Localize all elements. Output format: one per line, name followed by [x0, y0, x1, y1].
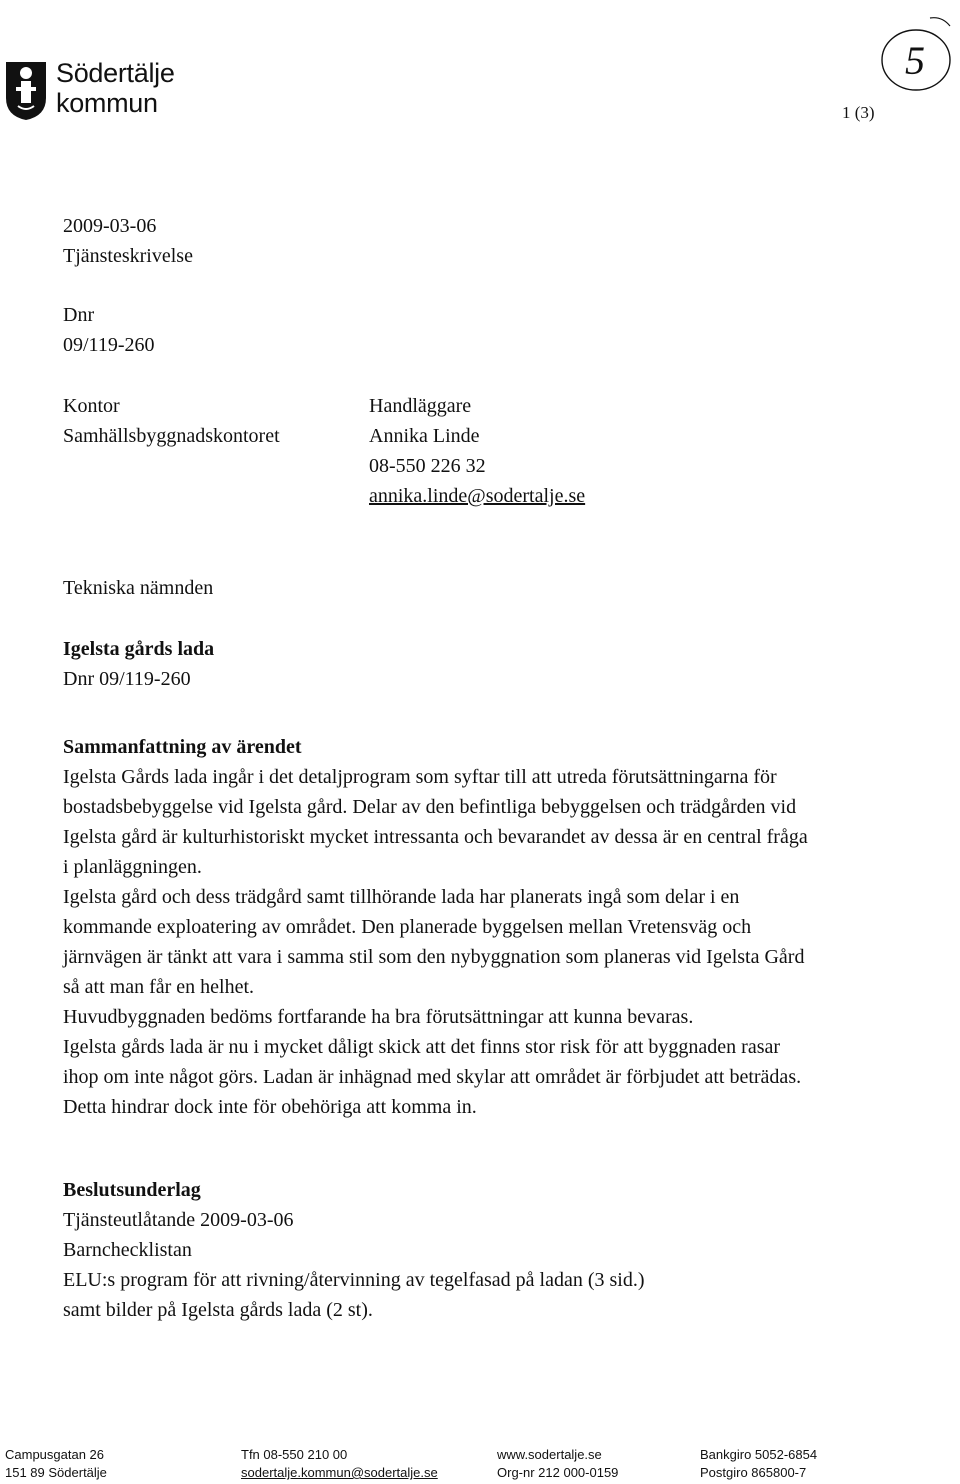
basis-heading: Beslutsunderlag — [63, 1179, 201, 1201]
basis-item: samt bilder på Igelsta gårds lada (2 st). — [63, 1299, 373, 1321]
summary-line: bostadsbebyggelse vid Igelsta gård. Delar av den befintliga bebyggelsen och trädgården vid — [63, 796, 797, 818]
summary-line: så att man får en helhet. — [63, 976, 255, 998]
footer-postgiro: Postgiro 865800-7 — [700, 1465, 807, 1480]
handler-phone: 08-550 226 32 — [369, 455, 486, 477]
summary-line: kommande exploatering av området. Den planerade byggelsen mellan Vretensväg och — [63, 916, 752, 938]
handwritten-number: 5 — [905, 38, 925, 83]
summary-line: ihop om inte något görs. Ladan är inhägnad med skylar att området är förbjudet att beträdas. — [63, 1066, 802, 1088]
handler-email-link[interactable]: annika.linde@sodertalje.se — [369, 485, 586, 507]
handler-name: Annika Linde — [369, 425, 480, 447]
handler-label: Handläggare — [369, 395, 472, 417]
summary-line: Igelsta Gårds lada ingår i det detaljprogram som syftar till att utreda förutsättningarna för — [63, 766, 777, 788]
office-label: Kontor — [63, 395, 120, 417]
summary-line: Detta hindrar dock inte för obehöriga att komma in. — [63, 1096, 477, 1118]
footer-web — [497, 1446, 618, 1482]
dnr-label: Dnr — [63, 304, 95, 326]
basis-item: Tjänsteutlåtande 2009-03-06 — [63, 1209, 294, 1231]
subject-dnr: Dnr 09/119-260 — [63, 668, 191, 690]
document-date: 2009-03-06 — [63, 215, 157, 237]
footer-bank — [700, 1446, 817, 1482]
logo-line-2: kommun — [56, 88, 158, 118]
municipal-logo-icon — [4, 60, 48, 122]
footer-org-nr: Org-nr 212 000-0159 — [497, 1465, 619, 1480]
footer-contact — [241, 1446, 438, 1482]
logo-line-1: Södertälje — [56, 58, 175, 88]
summary-line: Igelsta gårds lada är nu i mycket dåligt skick att det finns stor risk för att byggnaden rasar — [63, 1036, 781, 1058]
footer-postal: 151 89 Södertälje — [5, 1465, 107, 1480]
footer-street: Campusgatan 26 — [5, 1447, 105, 1462]
footer-phone: Tfn 08-550 210 00 — [241, 1447, 348, 1462]
summary-line: järnvägen är tänkt att vara i samma stil som den nybyggnation som planeras vid Igelsta Gård — [63, 946, 805, 968]
summary-heading: Sammanfattning av ärendet — [63, 736, 302, 758]
dnr-value: 09/119-260 — [63, 334, 155, 356]
basis-item: ELU:s program för att rivning/återvinning av tegelfasad på ladan (3 sid.) — [63, 1269, 645, 1291]
footer-bankgiro: Bankgiro 5052-6854 — [700, 1447, 818, 1462]
basis-list — [63, 1205, 644, 1325]
document-type: Tjänsteskrivelse — [63, 245, 193, 267]
footer-email-link[interactable]: sodertalje.kommun@sodertalje.se — [241, 1465, 438, 1480]
subject-title: Igelsta gårds lada — [63, 638, 215, 660]
summary-body — [63, 762, 883, 1122]
summary-line: Igelsta gård och dess trädgård samt tillhörande lada har planerats ingå som delar i en — [63, 886, 740, 908]
basis-item: Barnchecklistan — [63, 1239, 192, 1261]
page-number: 1 (3) — [842, 103, 875, 122]
summary-line: Huvudbyggnaden bedöms fortfarande ha bra förutsättningar att kunna bevaras. — [63, 1006, 694, 1028]
summary-line: Igelsta gård är kulturhistoriskt mycket intressanta och bevarandet av dessa är en central fråga — [63, 826, 808, 848]
office-value: Samhällsbyggnadskontoret — [63, 425, 280, 447]
footer-address — [5, 1446, 107, 1482]
handwritten-number-mark — [872, 12, 956, 96]
municipal-logo-text — [56, 58, 175, 118]
recipient-committee: Tekniska nämnden — [63, 577, 214, 599]
footer-website-link[interactable]: www.sodertalje.se — [497, 1447, 602, 1462]
summary-line: i planläggningen. — [63, 856, 202, 878]
